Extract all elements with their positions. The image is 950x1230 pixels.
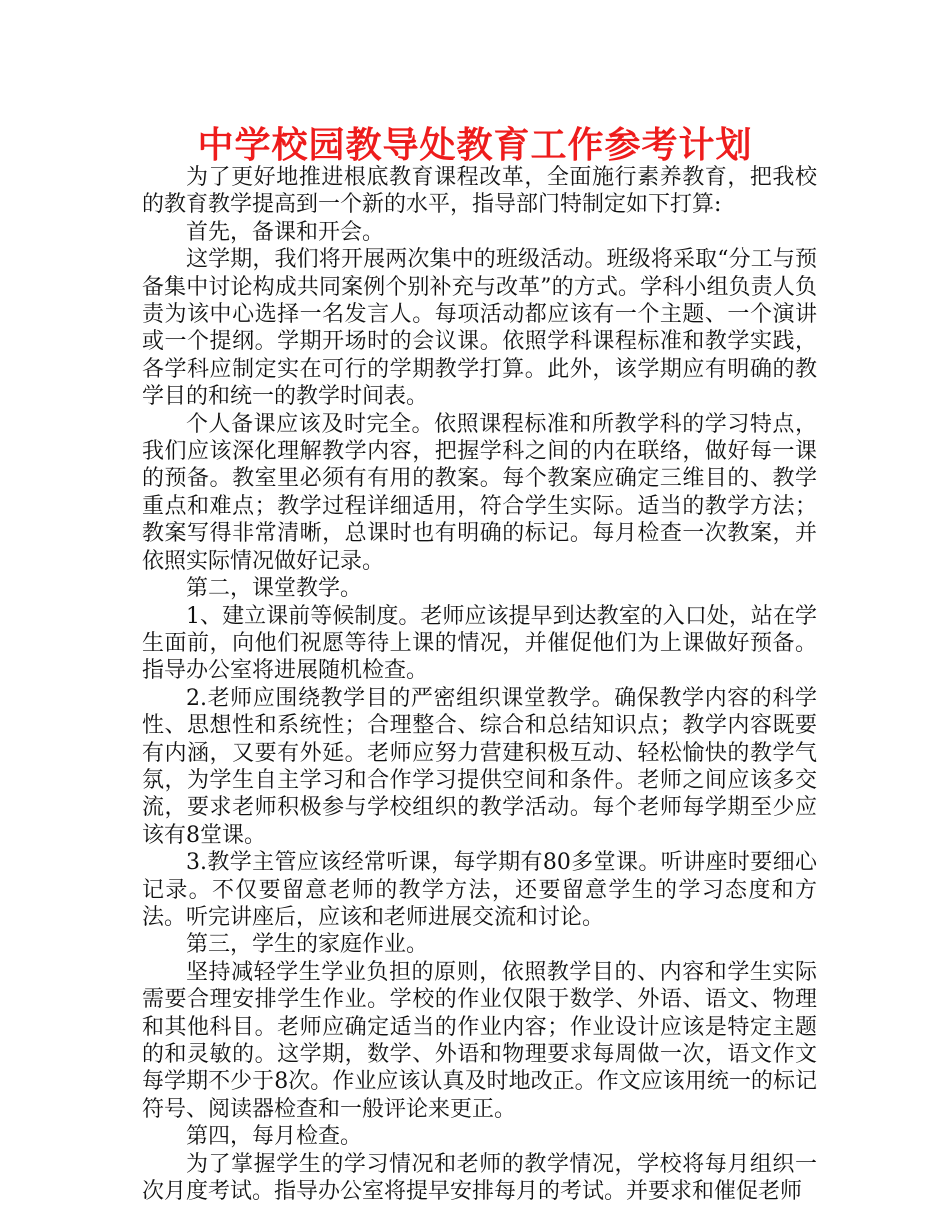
paragraph-group-prep: 这学期，我们将开展两次集中的班级活动。班级将采取“分工与预备集中讨论构成共同案例个别补充与改革”的方式。学科小组负责人负责为该中心选择一名发言人。每项活动都应该有一个主题、一个演讲或一个提纲。学期开场时的会议课。依照学科课程标准和教学实践，各学科应制定实在可行的学期教学打算。此外，该学期应有明确的教学目的和统一的教学时间表。 <box>142 247 817 410</box>
paragraph-class-organization: 2.老师应围绕教学目的严密组织课堂教学。确保教学内容的科学性、思想性和系统性；合理整合、综合和总结知识点；教学内容既要有内涵，又要有外延。老师应努力营建积极互动、轻松愉快的教学气氛，为学生自主学习和合作学习提供空间和条件。老师之间应该多交流，要求老师积极参与学校组织的教学活动。每个老师每学期至少应该有8堂课。 <box>142 685 817 848</box>
heading-third-homework: 第三，学生的家庭作业。 <box>186 932 429 958</box>
paragraph-lesson-observation: 3.教学主管应该经常听课，每学期有80多堂课。听讲座时要细心记录。不仅要留意老师的教学方法，还要留意学生的学习态度和方法。听完讲座后，应该和老师进展交流和讨论。 <box>142 850 817 930</box>
heading-fourth-monthly-check: 第四，每月检查。 <box>186 1124 363 1150</box>
paragraph-intro: 为了更好地推进根底教育课程改革，全面施行素养教育，把我校的教育教学提高到一个新的水平，指导部门特制定如下打算: <box>142 165 817 218</box>
paragraph-homework: 坚持减轻学生学业负担的原则，依照教学目的、内容和学生实际需要合理安排学生作业。学校的作业仅限于数学、外语、语文、物理和其他科目。老师应确定适当的作业内容；作业设计应该是特定主题的和灵敏的。这学期，数学、外语和物理要求每周做一次，语文作文每学期不少于8次。作业应该认真及时地改正。作文应该用统一的标记符号、阅读器检查和一般评论来更正。 <box>142 959 817 1122</box>
heading-second-classroom: 第二，课堂教学。 <box>186 576 363 602</box>
paragraph-waiting-system: 1、建立课前等候制度。老师应该提早到达教室的入口处，站在学生面前，向他们祝愿等待上课的情况，并催促他们为上课做好预备。指导办公室将进展随机检查。 <box>142 603 817 684</box>
document-title: 中学校园教导处教育工作参考计划 <box>197 125 753 166</box>
document-body <box>142 164 817 1205</box>
paragraph-monthly-exam: 为了掌握学生的学习情况和老师的教学情况，学校将每月组织一次月度考试。指导办公室将提早安排每月的考试。并要求和催促老师 <box>142 1151 817 1205</box>
heading-first-lesson-prep: 首先，备课和开会。 <box>186 219 385 245</box>
paragraph-individual-prep: 个人备课应该及时完全。依照课程标准和所教学科的学习特点，我们应该深化理解教学内容，把握学科之间的内在联络，做好每一课的预备。教室里必须有有用的教案。每个教案应确定三维目的、教学重点和难点；教学过程详细适用，符合学生实际。适当的教学方法；教案写得非常清晰，总课时也有明确的标记。每月检查一次教案，并依照实际情况做好记录。 <box>142 411 817 574</box>
